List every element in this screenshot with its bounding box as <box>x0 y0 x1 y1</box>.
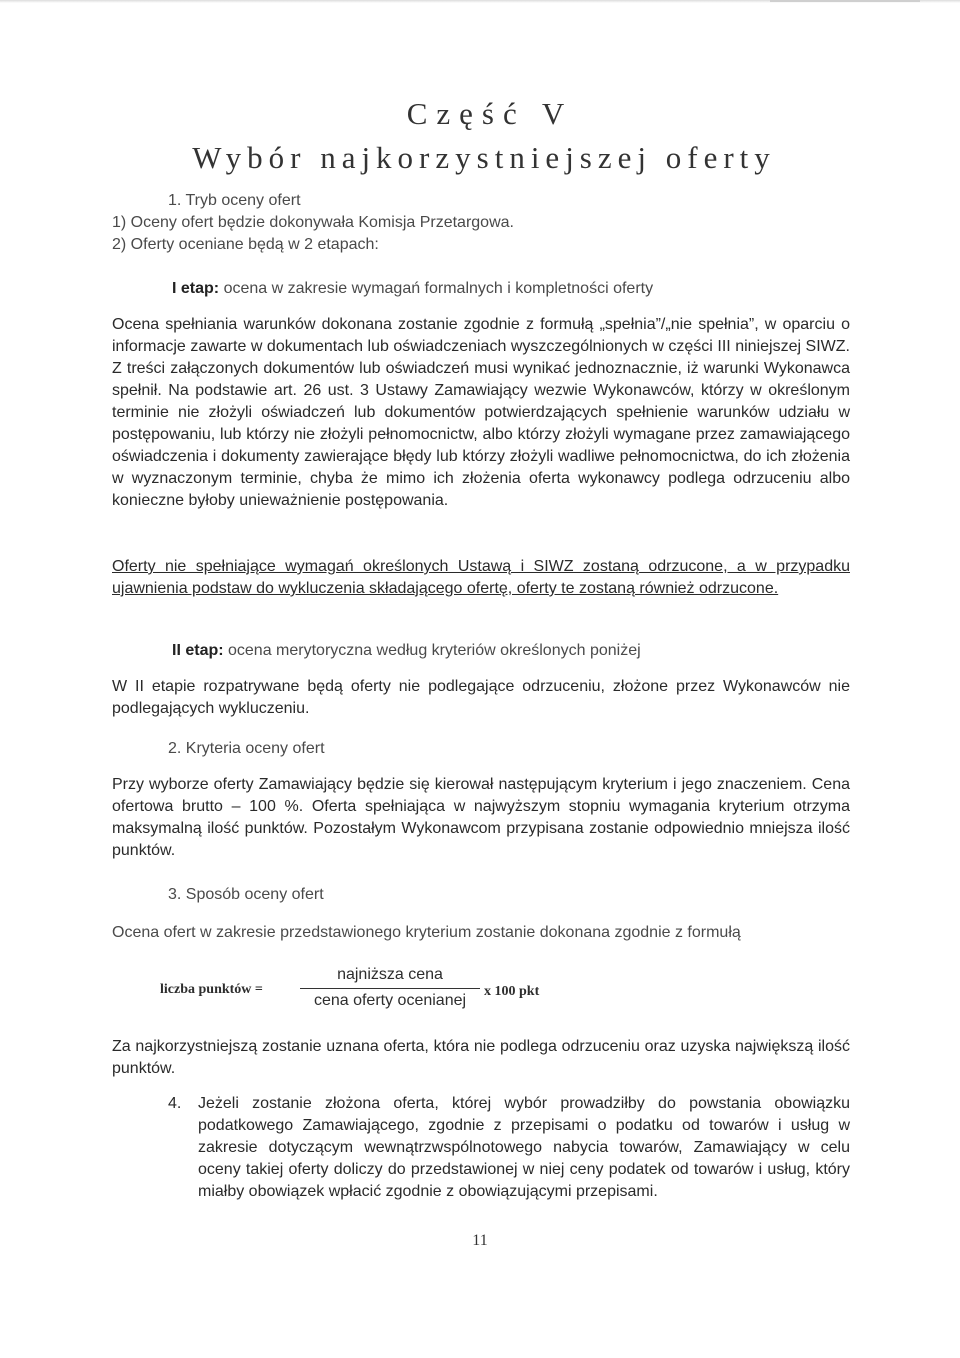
stage2-heading <box>112 640 850 662</box>
stage1-paragraph-text: Ocena spełniania warunków dokonana zostanie zgodnie z formułą „spełnia”/„nie spełnia”, w oparciu o informacje zawarte w dokumentach lub oświadczeniach wyszczególnionych w części III niniejszej SIWZ. Z treści załączonych dokumentów lub oświadczeń musi wynikać jednoznacznie, iż warunki Wykonawca spełnił. Na podstawie art. 26 ust. 3 Ustawy Zamawiający wezwie Wykonawców, którzy w określonym terminie nie złożyli oświadczeń lub dokumentów potwierdzających spełnienie warunków udziału w postępowaniu, lub którzy nie złożyli pełnomocnictw, albo którzy złożyli wymagane przez zamawiającego oświadczenia i dokumenty zawierające błędy lub którzy złożyli wadliwe pełnomocnictwa, do ich złożenia w wyznaczonym terminie, chyba że mimo ich złożenia oferta wykonawcy podlega odrzuceniu albo konieczne byłoby unieważnienie postępowania. <box>112 316 850 509</box>
stage1-heading <box>112 278 850 300</box>
formula-multiplier: x 100 pkt <box>484 984 540 999</box>
formula-numerator: najniższa cena <box>337 966 443 983</box>
stage1-underlined <box>112 556 850 600</box>
section3-conclusion-text: Za najkorzystniejszą zostanie uznana oferta, która nie podlega odrzuceniu oraz uzyska największą ilość punktów. <box>112 1038 850 1077</box>
section4-number: 4. <box>168 1095 182 1112</box>
section-title: Wybór najkorzystniejszej oferty <box>192 140 776 175</box>
formula-denominator: cena oferty ocenianej <box>313 992 467 1009</box>
formula-label: liczba punktów = <box>160 982 263 997</box>
section4-text: Jeżeli zostanie złożona oferta, której wybór prowadziłby do powstania obowiązku podatkowego Zamawiającego, zgodnie z przepisami o podatku od towarów i usług w zakresie dotyczącym wewnątrzwspólnotowego nabycia towarów, Zamawiający w celu oceny takiej oferty doliczy do przedstawionej w niej ceny podatek od towarów i usług, który miałby obowiązek wpłacić zgodnie z obowiązującymi przepisami. <box>198 1095 850 1200</box>
section2-paragraph-text: Przy wyborze oferty Zamawiający będzie się kierował następującym kryterium i jego znaczeniem. Cena ofertowa brutto – 100 %. Oferta spełniająca w najwyższym stopniu wymagania kryterium otrzyma maksymalną ilość punktów. Pozostałym Wykonawcom przypisana zostanie odpowiednio mniejsza ilość punktów. <box>112 776 850 859</box>
section1-heading: 1. Tryb oceny ofert <box>168 192 301 209</box>
stage1-paragraph <box>112 314 850 512</box>
section1-item1: 1) Oceny ofert będzie dokonywała Komisja Przetargowa. <box>112 214 514 231</box>
page-number: 11 <box>472 1232 488 1249</box>
section1-item2: 2) Oferty oceniane będą w 2 etapach: <box>112 236 379 253</box>
stage2-text: ocena merytoryczna według kryteriów określonych poniżej <box>223 642 641 659</box>
points-formula <box>160 966 600 1026</box>
part-heading: Część V <box>406 96 574 131</box>
stage1-underlined-text: Oferty nie spełniające wymagań określonych Ustawą i SIWZ zostaną odrzucone, a w przypadku ujawnienia podstaw do wykluczenia składającego ofertę, oferty te zostaną również odrzucone. <box>112 558 850 597</box>
stage2-label: II etap: <box>172 642 224 659</box>
scan-mark <box>770 0 920 2</box>
stage1-text: ocena w zakresie wymagań formalnych i kompletności oferty <box>219 280 654 297</box>
section3-conclusion <box>112 1036 850 1080</box>
stage1-label: I etap: <box>172 280 220 297</box>
section3-heading: 3. Sposób oceny ofert <box>168 886 324 903</box>
section2-paragraph <box>112 774 850 862</box>
section2-heading: 2. Kryteria oceny ofert <box>168 740 325 757</box>
stage2-paragraph <box>112 676 850 720</box>
section1 <box>112 190 850 256</box>
section3-intro: Ocena ofert w zakresie przedstawionego kryterium zostanie dokonana zgodnie z formułą <box>112 924 741 941</box>
fraction-line <box>300 988 480 989</box>
stage2-paragraph-text: W II etapie rozpatrywane będą oferty nie podlegające odrzuceniu, złożone przez Wykonawców nie podlegających wykluczeniu. <box>112 678 850 717</box>
